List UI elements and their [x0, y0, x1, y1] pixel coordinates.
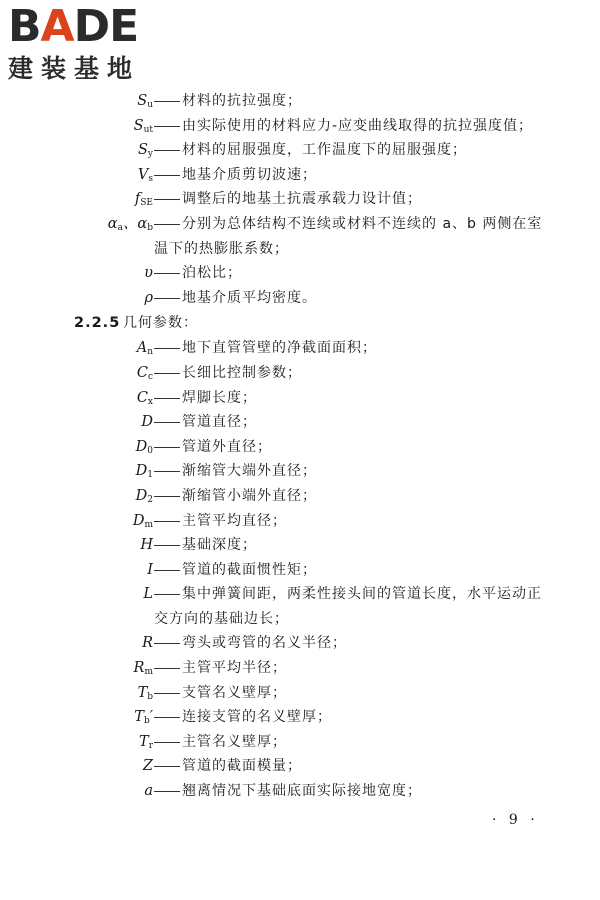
symbol: $D_2$: [135, 487, 153, 505]
description: 渐缩管大端外直径；: [182, 463, 317, 480]
em-dash-separator: [154, 742, 180, 743]
description: 分别为总体结构不连续或材料不连续的 a、b 两侧在室: [182, 215, 543, 232]
symbol: $T_r$: [139, 733, 153, 751]
description: 翘离情况下基础底面实际接地宽度；: [182, 783, 422, 800]
em-dash-separator: [154, 766, 180, 767]
description: 交方向的基础边长；: [154, 610, 289, 627]
em-dash-separator: [154, 298, 180, 299]
section-heading: [0, 310, 600, 336]
description: 管道直径；: [182, 414, 257, 431]
description: 渐缩管小端外直径；: [182, 487, 317, 504]
em-dash-separator: [154, 791, 180, 792]
page-number: · 9 ·: [492, 812, 539, 828]
symbol: $V_s$: [137, 166, 153, 184]
em-dash-separator: [154, 126, 180, 127]
em-dash-separator: [154, 101, 180, 102]
definitions-list: [0, 89, 600, 804]
logo-wordmark: BADE: [8, 1, 139, 52]
em-dash-separator: [154, 545, 180, 546]
description: 调整后的地基土抗震承载力设计值；: [182, 191, 422, 208]
material-parameter-list: [0, 89, 600, 310]
definition-row: [0, 705, 600, 730]
symbol: $R_m$: [133, 660, 153, 678]
description: 地下直管管壁的净截面面积；: [182, 340, 377, 357]
em-dash-separator: [154, 373, 180, 374]
em-dash-separator: [154, 643, 180, 644]
description: 温下的热膨胀系数；: [154, 240, 289, 257]
definition-row: [0, 582, 600, 607]
symbol: $T_b$: [137, 684, 153, 702]
geometric-parameter-list: [0, 336, 600, 803]
definition-row: [0, 509, 600, 534]
description: 材料的抗拉强度；: [182, 93, 302, 109]
symbol: Z: [142, 758, 153, 775]
symbol: L: [143, 586, 153, 603]
definition-row: [0, 261, 600, 286]
definition-row: [0, 730, 600, 755]
description: 长细比控制参数；: [182, 364, 302, 381]
symbol: $f_{SE}$: [134, 191, 153, 209]
symbol: I: [147, 561, 153, 578]
em-dash-separator: [154, 348, 180, 349]
description: 主管平均半径；: [182, 660, 287, 677]
em-dash-separator: [154, 224, 180, 225]
symbol: $T_b'$: [134, 709, 153, 727]
symbol: H: [140, 537, 153, 554]
definition-row: [0, 435, 600, 460]
em-dash-separator: [154, 398, 180, 399]
description: 由实际使用的材料应力-应变曲线取得的抗拉强度值；: [182, 117, 534, 134]
definition-row: [0, 361, 600, 386]
em-dash-separator: [154, 471, 180, 472]
description: 地基介质平均密度。: [182, 289, 317, 306]
definition-row: [0, 336, 600, 361]
definition-row: [0, 286, 600, 311]
definition-row: [0, 212, 600, 237]
description: 主管平均直径；: [182, 512, 287, 529]
em-dash-separator: [154, 668, 180, 669]
symbol: $D_1$: [135, 463, 153, 481]
definition-row: [0, 163, 600, 188]
definition-row: [0, 386, 600, 411]
symbol: D: [141, 414, 153, 431]
symbol: R: [142, 635, 153, 652]
definition-row: [0, 187, 600, 212]
symbol: $A_n$: [136, 340, 153, 358]
description: 管道外直径；: [182, 438, 272, 455]
symbol: $S_y$: [137, 142, 153, 160]
em-dash-separator: [154, 273, 180, 274]
em-dash-separator: [154, 693, 180, 694]
symbol: $S_{ut}$: [133, 117, 153, 135]
symbol: $C_x$: [136, 389, 153, 407]
definition-row: [0, 138, 600, 163]
definition-row: [0, 631, 600, 656]
definition-row: [0, 89, 600, 114]
definition-row: [0, 681, 600, 706]
definition-row: [0, 754, 600, 779]
description: 集中弹簧间距，两柔性接头间的管道长度，水平运动正: [182, 586, 542, 603]
symbol: $\alpha_a$、$\alpha_b$: [107, 215, 153, 233]
section-number: 2.2.5: [74, 315, 121, 332]
description: 主管名义壁厚；: [182, 733, 287, 750]
symbol: a: [144, 783, 153, 800]
definition-row: [0, 779, 600, 804]
definition-row: [0, 484, 600, 509]
em-dash-separator: [154, 521, 180, 522]
description: 管道的截面模量；: [182, 758, 302, 775]
em-dash-separator: [154, 570, 180, 571]
em-dash-separator: [154, 447, 180, 448]
description: 焊脚长度；: [182, 389, 257, 406]
description: 管道的截面惯性矩；: [182, 561, 317, 578]
definition-continuation: [0, 607, 600, 632]
bade-logo: [8, 1, 178, 84]
definition-continuation: [0, 237, 600, 262]
definition-row: [0, 558, 600, 583]
definition-row: [0, 459, 600, 484]
em-dash-separator: [154, 150, 180, 151]
em-dash-separator: [154, 594, 180, 595]
symbol: $S_u$: [137, 93, 153, 110]
logo-subtitle: 建装基地: [8, 54, 141, 83]
description: 泊松比；: [182, 265, 242, 282]
em-dash-separator: [154, 175, 180, 176]
definition-row: [0, 114, 600, 139]
description: 基础深度；: [182, 537, 257, 554]
em-dash-separator: [154, 422, 180, 423]
description: 连接支管的名义壁厚；: [182, 709, 332, 726]
em-dash-separator: [154, 717, 180, 718]
definition-row: [0, 533, 600, 558]
em-dash-separator: [154, 496, 180, 497]
definition-row: [0, 656, 600, 681]
symbol: $C_c$: [136, 364, 153, 382]
symbol: $D_m$: [132, 512, 153, 530]
description: 地基介质剪切波速；: [182, 166, 317, 183]
section-title: 几何参数：: [123, 315, 198, 332]
symbol: $D_0$: [135, 438, 153, 456]
symbol: ρ: [144, 289, 153, 306]
description: 弯头或弯管的名义半径；: [182, 635, 347, 652]
description: 材料的屈服强度，工作温度下的屈服强度；: [182, 142, 467, 159]
symbol: υ: [144, 265, 153, 282]
em-dash-separator: [154, 199, 180, 200]
description: 支管名义壁厚；: [182, 684, 287, 701]
definition-row: [0, 410, 600, 435]
